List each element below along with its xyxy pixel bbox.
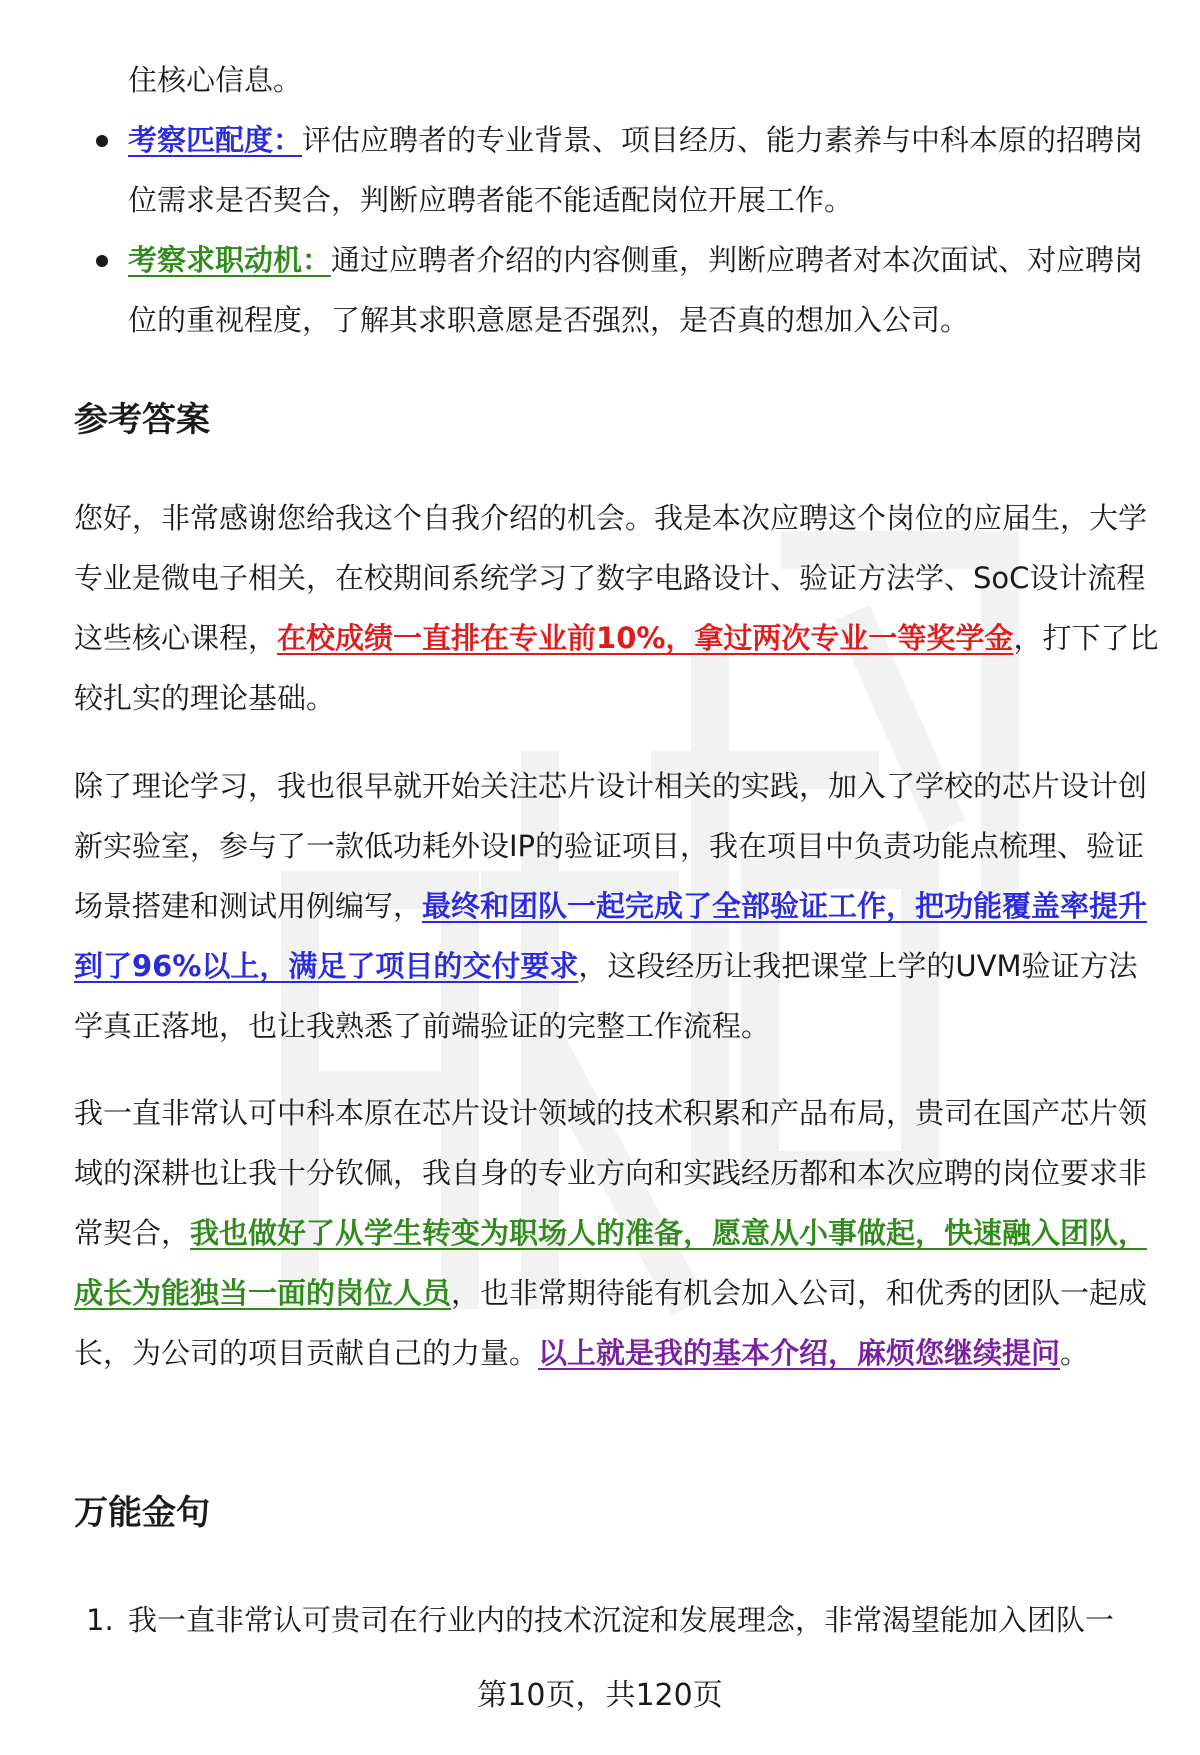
paragraph-text: 您好，非常感谢您给我这个自我介绍的机会。我是本次应聘这个岗位的应届生，大学专业是微电子相关，在校期间系统学习了数字电路设计、验证方法学、SoC设计流程这些核心课程， <box>74 501 1148 655</box>
section-title-answer: 参考答案 <box>74 400 210 440</box>
list-number: 1. <box>86 1603 114 1637</box>
highlight-blue: 最终和团队一起完成了全部验证工作，把功能覆盖率提升到了96%以上，满足了项目的交付要求 <box>74 889 1148 983</box>
list-item <box>74 230 1154 350</box>
paragraph-text: 我一直非常认可中科本原在芯片设计领域的技术积累和产品布局，贵司在国产芯片领域的深耕也让我十分钦佩，我自身的专业方向和实践经历都和本次应聘的岗位要求非常契合， <box>74 1096 1148 1250</box>
bullet-text: 评估应聘者的专业背景、项目经历、能力素养与中科本原的招聘岗位需求是否契合，判断应聘者能不能适配岗位开展工作。 <box>128 123 1144 217</box>
previous-bullet-continuation: 住核心信息。 <box>128 63 303 97</box>
bullet-text: 通过应聘者介绍的内容侧重，判断应聘者对本次面试、对应聘岗位的重视程度，了解其求职意愿是否强烈，是否真的想加入公司。 <box>128 243 1144 337</box>
bullet-icon <box>96 135 108 147</box>
highlight-purple: 以上就是我的基本介绍，麻烦您继续提问 <box>538 1336 1061 1370</box>
section-title-golden: 万能金句 <box>74 1493 210 1533</box>
bullet-label: 考察匹配度： <box>128 123 303 157</box>
list-item <box>74 110 1154 230</box>
paragraph-text: ，也非常期待能有机会加入公司，和优秀的团队一起成长，为公司的项目贡献自己的力量。 <box>74 1276 1148 1370</box>
answer-paragraph-3 <box>74 1083 1159 1383</box>
answer-paragraph-2 <box>74 756 1159 1056</box>
paragraph-text: ，打下了比较扎实的理论基础。 <box>74 621 1159 715</box>
page-footer: 第10页，共120页 <box>477 1678 723 1713</box>
bullet-label: 考察求职动机： <box>128 243 332 277</box>
list-item <box>74 1590 1159 1650</box>
golden-sentence-list <box>74 1590 1159 1650</box>
paragraph-text: 除了理论学习，我也很早就开始关注芯片设计相关的实践，加入了学校的芯片设计创新实验室，参与了一款低功耗外设IP的验证项目，我在项目中负责功能点梳理、验证场景搭建和测试用例编写， <box>74 769 1148 923</box>
paragraph-text: ，这段经历让我把课堂上学的UVM验证方法学真正落地，也让我熟悉了前端验证的完整工作流程。 <box>74 949 1138 1043</box>
criteria-list <box>74 50 1154 350</box>
bullet-icon <box>96 255 108 267</box>
list-text: 我一直非常认可贵司在行业内的技术沉淀和发展理念，非常渴望能加入团队一 <box>128 1603 1115 1637</box>
paragraph-text: 。 <box>1060 1336 1090 1370</box>
highlight-red: 在校成绩一直排在专业前10%，拿过两次专业一等奖学金 <box>277 621 1014 655</box>
answer-paragraph-1 <box>74 488 1159 728</box>
highlight-green: 我也做好了从学生转变为职场人的准备，愿意从小事做起，快速融入团队，成长为能独当一面的岗位人员 <box>74 1216 1148 1310</box>
